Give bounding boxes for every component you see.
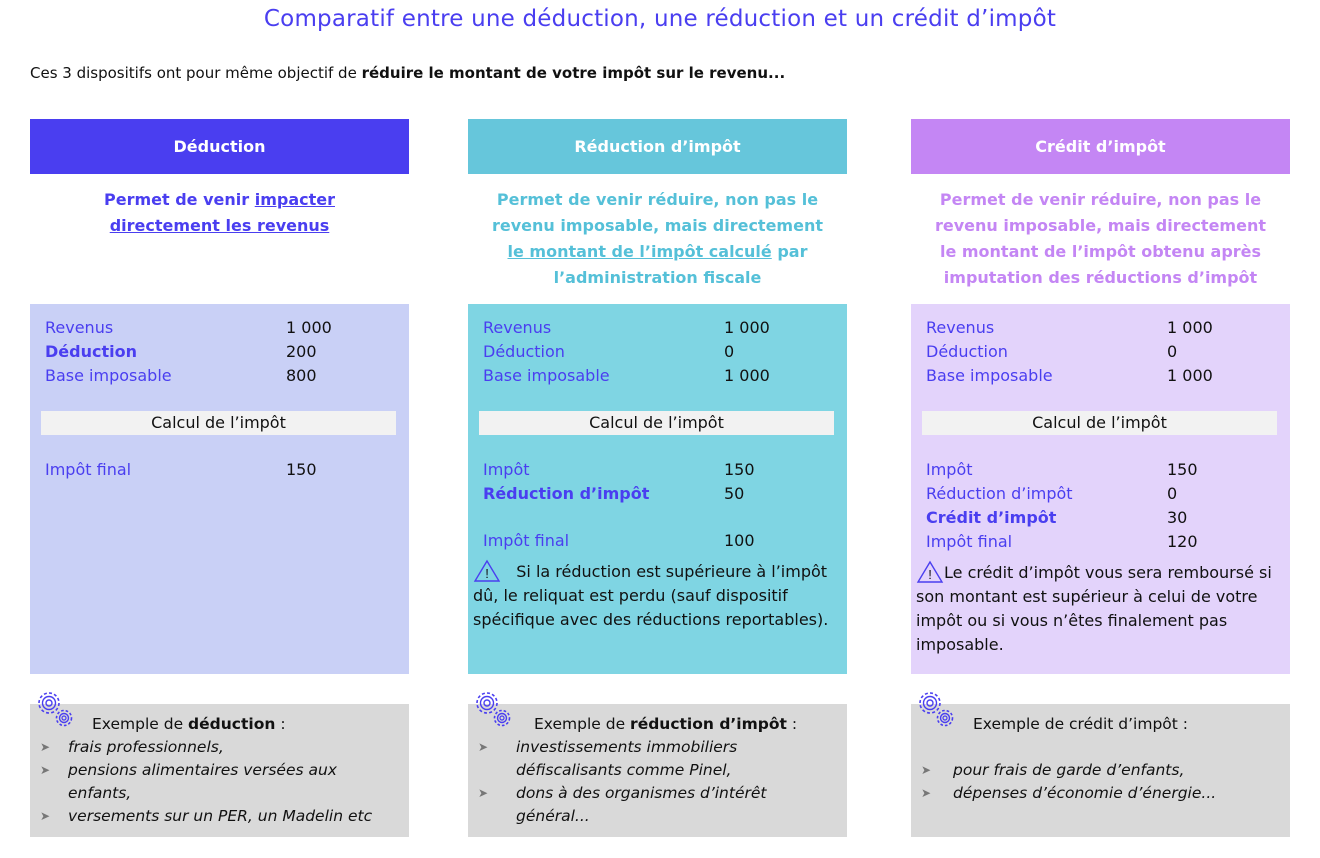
header-reduction: Réduction d’impôt <box>468 119 847 174</box>
warning-note <box>916 560 1286 657</box>
example-item-text: versements sur un PER, un Madelin etc <box>68 807 373 825</box>
example-item-text: pour frais de garde d’enfants, <box>953 761 1185 779</box>
value-impot: 150 <box>724 460 755 479</box>
list-item <box>40 805 395 828</box>
example-list <box>478 736 833 828</box>
svg-text:!: ! <box>928 567 932 582</box>
warning-icon <box>473 559 501 583</box>
label-revenus: Revenus <box>926 318 995 337</box>
desc-reduction-pre: Permet de venir réduire, non pas le revenu imposable, mais directement <box>491 190 823 235</box>
gears-icon <box>32 686 80 732</box>
example-list <box>921 759 1276 805</box>
intro-prefix: Ces 3 dispositifs ont pour même objectif de <box>30 64 362 82</box>
value-deduction: 200 <box>286 342 317 361</box>
row-base-imposable <box>926 364 1276 388</box>
value-deduction: 0 <box>1167 342 1178 361</box>
calc-label: Calcul de l’impôt <box>41 411 396 435</box>
desc-reduction-post: par l’administration fiscale <box>553 242 808 287</box>
example-item-text: frais professionnels, <box>68 738 224 756</box>
example-title-bold: déduction <box>188 715 276 733</box>
value-base-imposable: 1 000 <box>1167 366 1213 385</box>
row-reduction-impot <box>483 482 833 506</box>
row-reduction-impot <box>926 482 1276 506</box>
example-title: Exemple de crédit d’impôt : <box>973 715 1188 733</box>
example-title-pre: Exemple de <box>92 715 189 733</box>
value-impot: 150 <box>1167 460 1198 479</box>
example-title-post: : <box>786 715 798 733</box>
arrow-icon: ➤ <box>478 786 489 800</box>
header-deduction: Déduction <box>30 119 409 174</box>
value-impot-final: 150 <box>286 460 317 479</box>
value-impot-final: 120 <box>1167 532 1198 551</box>
list-item <box>921 782 1276 805</box>
example-title <box>478 712 833 736</box>
panel-deduction <box>30 304 409 674</box>
arrow-icon: ➤ <box>921 786 932 800</box>
label-impot: Impôt <box>926 460 973 479</box>
example-item-text: dépenses d’économie d’énergie... <box>953 784 1217 802</box>
label-revenus: Revenus <box>45 318 114 337</box>
row-impot-final <box>483 529 833 553</box>
row-impot-final <box>926 530 1276 554</box>
label-deduction: Déduction <box>483 342 565 361</box>
intro-bold: réduire le montant de votre impôt sur le revenu... <box>361 64 786 82</box>
example-list <box>40 736 395 828</box>
row-deduction <box>926 340 1276 364</box>
column-reduction <box>468 119 847 837</box>
value-base-imposable: 800 <box>286 366 317 385</box>
row-deduction <box>45 340 395 364</box>
desc-deduction-pre: Permet de venir <box>104 190 255 209</box>
row-revenus <box>45 316 395 340</box>
label-deduction: Déduction <box>926 342 1008 361</box>
value-base-imposable: 1 000 <box>724 366 770 385</box>
label-revenus: Revenus <box>483 318 552 337</box>
label-reduction-impot: Réduction d’impôt <box>483 484 650 503</box>
page-title: Comparatif entre une déduction, une réduction et un crédit d’impôt <box>263 6 1057 32</box>
label-reduction-impot: Réduction d’impôt <box>926 484 1073 503</box>
row-impot <box>926 458 1276 482</box>
row-impot <box>483 458 833 482</box>
example-title-post: : <box>275 715 286 733</box>
value-reduction-impot: 0 <box>1167 484 1178 503</box>
desc-credit: Permet de venir réduire, non pas le revenu imposable, mais directement le montant de l’impôt obtenu après imputation des réductions d’impôt <box>934 190 1266 287</box>
label-credit-impot: Crédit d’impôt <box>926 508 1057 527</box>
gears-icon <box>470 686 518 732</box>
row-revenus <box>483 316 833 340</box>
example-item-text: investissements immobiliers défiscalisants comme Pinel, <box>516 738 738 779</box>
value-revenus: 1 000 <box>1167 318 1213 337</box>
example-item-text: pensions alimentaires versées aux enfants, <box>68 761 337 802</box>
arrow-icon: ➤ <box>40 763 51 777</box>
arrow-icon: ➤ <box>40 809 51 823</box>
example-title <box>40 712 395 736</box>
desc-deduction-link: impacter directement les revenus <box>109 190 335 235</box>
value-impot-final: 100 <box>724 531 755 550</box>
gears-icon <box>913 686 961 732</box>
example-deduction <box>30 704 409 837</box>
label-impot: Impôt <box>483 460 530 479</box>
svg-text:!: ! <box>485 566 489 581</box>
calc-label: Calcul de l’impôt <box>922 411 1277 435</box>
example-credit <box>911 704 1290 837</box>
label-impot-final: Impôt final <box>926 532 1013 551</box>
arrow-icon: ➤ <box>921 763 932 777</box>
row-base-imposable <box>45 364 395 388</box>
example-reduction <box>468 704 847 837</box>
calc-label: Calcul de l’impôt <box>479 411 834 435</box>
example-title-bold: réduction d’impôt <box>630 715 787 733</box>
label-impot-final: Impôt final <box>483 531 570 550</box>
column-credit <box>911 119 1290 837</box>
example-item-text: dons à des organismes d’intérêt général... <box>516 784 767 825</box>
desc-reduction-link: le montant de l’impôt calculé <box>507 242 772 261</box>
label-base-imposable: Base imposable <box>926 366 1053 385</box>
arrow-icon: ➤ <box>40 740 51 754</box>
warning-note <box>473 559 843 632</box>
list-item <box>40 759 395 805</box>
value-revenus: 1 000 <box>286 318 332 337</box>
intro-text <box>30 64 785 82</box>
row-impot-final <box>45 458 395 482</box>
list-item <box>478 736 833 782</box>
label-base-imposable: Base imposable <box>45 366 172 385</box>
list-item <box>40 736 395 759</box>
value-deduction: 0 <box>724 342 735 361</box>
warning-icon <box>916 560 944 584</box>
example-title-pre: Exemple de <box>534 715 631 733</box>
label-deduction: Déduction <box>45 342 137 361</box>
warning-text: Si la réduction est supérieure à l’impôt dû, le reliquat est perdu (sauf dispositif spécifique avec des réductions reportables). <box>473 562 829 629</box>
value-credit-impot: 30 <box>1167 508 1188 527</box>
list-item <box>478 782 833 828</box>
row-credit-impot <box>926 506 1276 530</box>
panel-credit <box>911 304 1290 674</box>
panel-reduction <box>468 304 847 674</box>
row-deduction <box>483 340 833 364</box>
list-item <box>921 759 1276 782</box>
arrow-icon: ➤ <box>478 740 489 754</box>
label-base-imposable: Base imposable <box>483 366 610 385</box>
value-revenus: 1 000 <box>724 318 770 337</box>
label-impot-final: Impôt final <box>45 460 132 479</box>
column-deduction <box>30 119 409 837</box>
desc-reduction <box>468 174 847 304</box>
desc-deduction <box>30 174 409 304</box>
row-revenus <box>926 316 1276 340</box>
header-credit: Crédit d’impôt <box>911 119 1290 174</box>
row-base-imposable <box>483 364 833 388</box>
value-reduction-impot: 50 <box>724 484 745 503</box>
warning-text: Le crédit d’impôt vous sera remboursé si son montant est supérieur à celui de votre impôt ou si vous n’êtes finalement pas imposable. <box>916 563 1272 654</box>
